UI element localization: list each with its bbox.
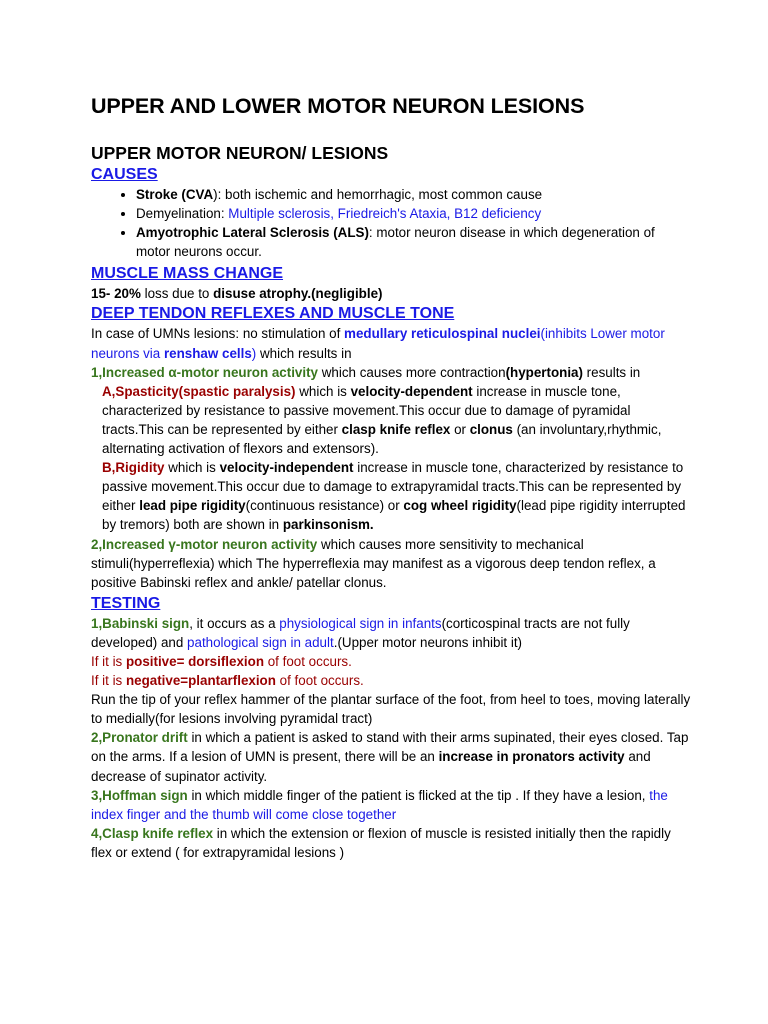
- paragraph: If it is positive= dorsiflexion of foot occurs.: [91, 653, 352, 669]
- paragraph: A,Spasticity(spastic paralysis) which is velocity-dependent increase in muscle tone, characterized by resistance to passive movement.This occur due to damage of pyramidal tracts.This can be represented by either clasp knife reflex or clonus (an involuntary,rhythmic, alternating activation of flexors and extensors).: [102, 383, 662, 457]
- paragraph: 1,Increased α-motor neuron activity which causes more contraction(hypertonia) results in: [91, 364, 641, 380]
- heading-causes: CAUSES: [91, 166, 158, 183]
- paragraph: 1,Babinski sign, it occurs as a physiological sign in infants(corticospinal tracts are not fully developed) and pathological sign in adult.(Upper motor neurons inhibit it): [91, 615, 630, 650]
- section-title-umn: UPPER MOTOR NEURON/ LESIONS: [91, 143, 389, 163]
- heading-muscle-mass: MUSCLE MASS CHANGE: [91, 265, 284, 283]
- document-content: [91, 92, 691, 862]
- page-title: UPPER AND LOWER MOTOR NEURON LESIONS: [91, 94, 585, 118]
- paragraph: 4,Clasp knife reflex in which the extension or flexion of muscle is resisted initially then the rapidly flex or extend ( for extrapyramidal lesions ): [91, 825, 671, 860]
- paragraph: In case of UMNs lesions: no stimulation of medullary reticulospinal nuclei(inhibits Lower motor neurons via renshaw cells) which results in: [91, 326, 665, 361]
- paragraph: 15- 20% loss due to disuse atrophy.(negligible): [91, 286, 383, 302]
- heading-testing: TESTING: [91, 594, 161, 612]
- causes-list: [91, 185, 691, 261]
- paragraph: 2,Pronator drift in which a patient is asked to stand with their arms supinated, their eyes closed. Tap on the arms. If a lesion of UMN is present, there will be an increase in pronators activity and decrease of supinator activity.: [91, 730, 689, 784]
- paragraph: B,Rigidity which is velocity-independent increase in muscle tone, characterized by resistance to passive movement.This occur due to damage to extrapyramidal tracts.This can be represented by either lead pipe rigidity(continuous resistance) or cog wheel rigidity(lead pipe rigidity interrupted by tremors) both are shown in parkinsonism.: [102, 460, 686, 533]
- list-item: • Demyelination: Multiple sclerosis, Friedreich's Ataxia, B12 deficiency: [136, 204, 691, 223]
- paragraph: 3,Hoffman sign in which middle finger of the patient is flicked at the tip . If they have a lesion, the index finger and the thumb will come close together: [91, 787, 668, 822]
- paragraph: If it is negative=plantarflexion of foot occurs.: [91, 673, 364, 689]
- paragraph: 2,Increased γ-motor neuron activity which causes more sensitivity to mechanical stimuli(hyperreflexia) which The hyperreflexia may manifest as a vigorous deep tendon reflex, a positive Babinski reflex and ankle/ patellar clonus.: [91, 536, 656, 590]
- paragraph: Run the tip of your reflex hammer of the plantar surface of the foot, from heel to toes, moving laterally to medially(for lesions involving pyramidal tract): [91, 692, 691, 727]
- list-item: • Amyotrophic Lateral Sclerosis (ALS): motor neuron disease in which degeneration of motor neurons occur.: [136, 223, 691, 261]
- heading-dtr: DEEP TENDON REFLEXES AND MUSCLE TONE: [91, 305, 455, 323]
- list-item: • Stroke (CVA): both ischemic and hemorrhagic, most common cause: [136, 185, 691, 204]
